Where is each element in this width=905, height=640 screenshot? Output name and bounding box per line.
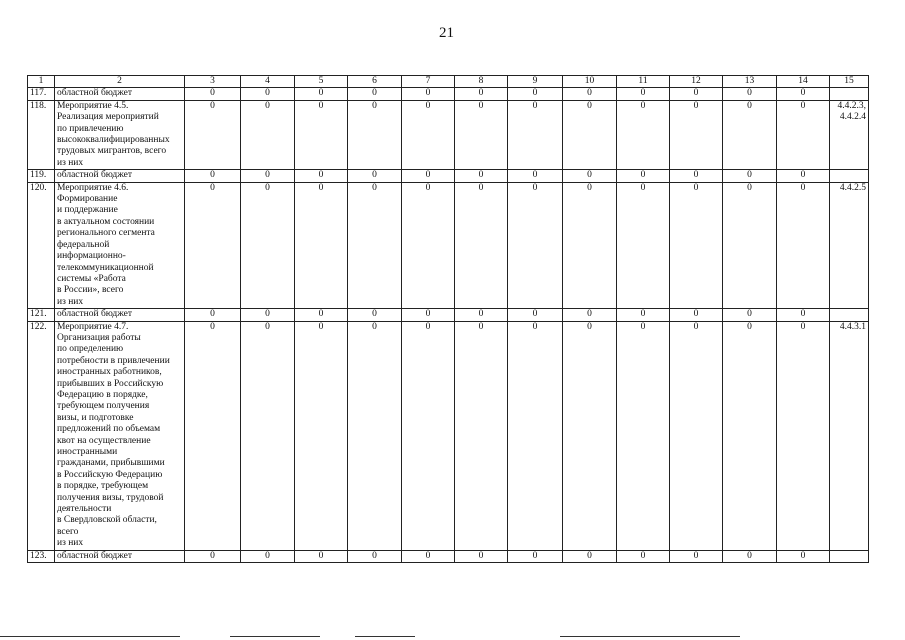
value-cell: 0 (670, 321, 723, 550)
row-number: 120. (28, 182, 55, 308)
value-cell: 0 (508, 182, 563, 308)
header-cell: 3 (185, 76, 241, 88)
value-cell: 0 (508, 100, 563, 169)
bottom-scan-line (230, 636, 320, 637)
value-cell: 0 (185, 100, 241, 169)
value-cell: 0 (455, 321, 508, 550)
header-cell: 13 (723, 76, 777, 88)
value-cell: 0 (455, 100, 508, 169)
value-cell: 0 (295, 309, 348, 321)
target-code: 4.4.2.3, 4.4.2.4 (830, 100, 869, 169)
value-cell: 0 (348, 550, 402, 562)
value-cell: 0 (348, 88, 402, 100)
value-cell: 0 (723, 550, 777, 562)
value-cell: 0 (563, 321, 617, 550)
table-row (28, 88, 869, 100)
value-cell: 0 (185, 309, 241, 321)
value-cell: 0 (455, 170, 508, 182)
value-cell: 0 (402, 550, 455, 562)
value-cell: 0 (455, 88, 508, 100)
row-name: Мероприятие 4.5. Реализация мероприятий по привлечению высококвалифицированных трудовых мигрантов, всего из них (55, 100, 185, 169)
table-row (28, 182, 869, 308)
row-name: Мероприятие 4.6. Формирование и поддержание в актуальном состоянии регионального сегмента федеральной информационно- телекоммуникационной системы «Работа в России», всего из них (55, 182, 185, 308)
row-number: 122. (28, 321, 55, 550)
table-row (28, 550, 869, 562)
value-cell: 0 (295, 321, 348, 550)
value-cell: 0 (348, 309, 402, 321)
value-cell: 0 (508, 88, 563, 100)
target-code: 4.4.2.5 (830, 182, 869, 308)
value-cell: 0 (617, 309, 670, 321)
table-row (28, 309, 869, 321)
value-cell: 0 (295, 170, 348, 182)
value-cell: 0 (508, 321, 563, 550)
row-name: областной бюджет (55, 170, 185, 182)
value-cell: 0 (617, 170, 670, 182)
value-cell: 0 (723, 100, 777, 169)
header-cell: 10 (563, 76, 617, 88)
value-cell: 0 (455, 309, 508, 321)
value-cell: 0 (563, 100, 617, 169)
value-cell: 0 (617, 100, 670, 169)
row-number: 123. (28, 550, 55, 562)
target-code (830, 309, 869, 321)
value-cell: 0 (295, 550, 348, 562)
value-cell: 0 (402, 182, 455, 308)
target-code (830, 170, 869, 182)
value-cell: 0 (185, 170, 241, 182)
value-cell: 0 (241, 182, 295, 308)
value-cell: 0 (777, 550, 830, 562)
value-cell: 0 (402, 321, 455, 550)
value-cell: 0 (348, 100, 402, 169)
value-cell: 0 (455, 550, 508, 562)
value-cell: 0 (241, 100, 295, 169)
value-cell: 0 (777, 309, 830, 321)
header-cell: 9 (508, 76, 563, 88)
value-cell: 0 (723, 88, 777, 100)
target-code: 4.4.3.1 (830, 321, 869, 550)
value-cell: 0 (402, 309, 455, 321)
value-cell: 0 (723, 170, 777, 182)
value-cell: 0 (777, 182, 830, 308)
value-cell: 0 (508, 309, 563, 321)
header-cell: 5 (295, 76, 348, 88)
value-cell: 0 (241, 321, 295, 550)
value-cell: 0 (617, 182, 670, 308)
value-cell: 0 (402, 88, 455, 100)
row-name: Мероприятие 4.7. Организация работы по определению потребности в привлечении иностранных работников, прибывших в Российскую Федерацию в порядке, требующем получения визы, и подготовке предложений по объемам квот на осуществление иностранными гражданами, прибывшими в Российскую Федерацию в порядке, требующем получения визы, трудовой деятельности в Свердловской области, всего из них (55, 321, 185, 550)
header-cell: 6 (348, 76, 402, 88)
value-cell: 0 (295, 88, 348, 100)
value-cell: 0 (670, 309, 723, 321)
value-cell: 0 (295, 182, 348, 308)
header-cell: 8 (455, 76, 508, 88)
value-cell: 0 (402, 100, 455, 169)
value-cell: 0 (670, 100, 723, 169)
value-cell: 0 (777, 100, 830, 169)
target-code (830, 550, 869, 562)
header-cell: 15 (830, 76, 869, 88)
value-cell: 0 (617, 88, 670, 100)
value-cell: 0 (185, 550, 241, 562)
value-cell: 0 (241, 88, 295, 100)
bottom-scan-line (355, 636, 415, 637)
value-cell: 0 (777, 321, 830, 550)
value-cell: 0 (508, 550, 563, 562)
value-cell: 0 (185, 321, 241, 550)
table-row (28, 100, 869, 169)
bottom-scan-line (0, 636, 180, 637)
header-cell: 11 (617, 76, 670, 88)
value-cell: 0 (617, 321, 670, 550)
header-cell: 1 (28, 76, 55, 88)
row-number: 121. (28, 309, 55, 321)
value-cell: 0 (563, 182, 617, 308)
budget-table (27, 75, 869, 563)
value-cell: 0 (723, 182, 777, 308)
row-number: 119. (28, 170, 55, 182)
value-cell: 0 (455, 182, 508, 308)
value-cell: 0 (670, 88, 723, 100)
value-cell: 0 (563, 88, 617, 100)
value-cell: 0 (670, 182, 723, 308)
table-row (28, 321, 869, 550)
header-cell: 4 (241, 76, 295, 88)
value-cell: 0 (670, 170, 723, 182)
bottom-scan-line (560, 636, 740, 637)
value-cell: 0 (402, 170, 455, 182)
value-cell: 0 (241, 550, 295, 562)
value-cell: 0 (723, 309, 777, 321)
table-row (28, 170, 869, 182)
header-cell: 12 (670, 76, 723, 88)
value-cell: 0 (508, 170, 563, 182)
value-cell: 0 (777, 88, 830, 100)
row-name: областной бюджет (55, 88, 185, 100)
header-cell: 7 (402, 76, 455, 88)
header-row (28, 76, 869, 88)
header-cell: 2 (55, 76, 185, 88)
value-cell: 0 (348, 170, 402, 182)
value-cell: 0 (185, 182, 241, 308)
value-cell: 0 (777, 170, 830, 182)
row-number: 117. (28, 88, 55, 100)
value-cell: 0 (348, 182, 402, 308)
value-cell: 0 (617, 550, 670, 562)
row-name: областной бюджет (55, 550, 185, 562)
page-number: 21 (439, 25, 454, 41)
value-cell: 0 (563, 170, 617, 182)
value-cell: 0 (563, 550, 617, 562)
value-cell: 0 (241, 309, 295, 321)
row-name: областной бюджет (55, 309, 185, 321)
value-cell: 0 (723, 321, 777, 550)
value-cell: 0 (670, 550, 723, 562)
value-cell: 0 (295, 100, 348, 169)
row-number: 118. (28, 100, 55, 169)
value-cell: 0 (348, 321, 402, 550)
value-cell: 0 (563, 309, 617, 321)
value-cell: 0 (185, 88, 241, 100)
target-code (830, 88, 869, 100)
header-cell: 14 (777, 76, 830, 88)
value-cell: 0 (241, 170, 295, 182)
